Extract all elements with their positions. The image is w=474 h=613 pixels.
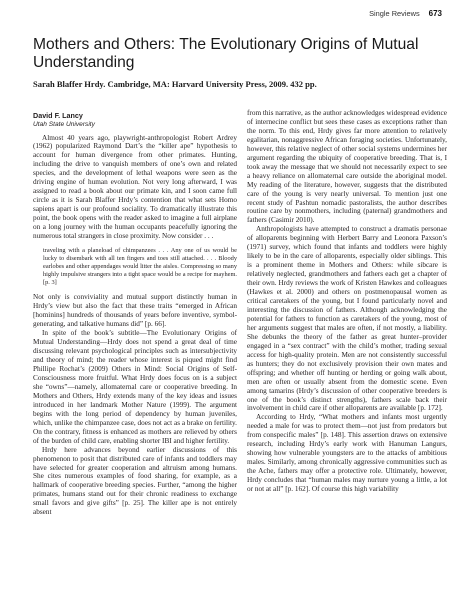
running-header [369,9,442,18]
paragraph: In spite of the book’s subtitle—The Evolutionary Origins of Mutual Understanding—Hrdy does not spend a great deal of time discussing relevant psychological principles such as intersubjectivity and theory of mind; the reader whose interest is piqued might find Phillipe Rochat’s (2009) Others in Mind: Social Origins of Self-Consciousness more fruitful. What Hrdy does focus on is a subject she “owns”—namely, allomaternal care or cooperative breeding. In Mothers and Others, Hrdy extends many of the key ideas and issues introduced in her landmark Mother Nature (1999). The argument begins with the long period of dependency by human juveniles, which, unlike the chimpanzee case, does not act as a brake on fertility. On the contrary, fitness is enhanced as mothers are relieved by others of the burden of child care, enabling shorter IBI and higher fertility. [33,329,237,445]
paragraph: Hrdy here advances beyond earlier discussions of this phenomenon to posit that distributed care of infants and toddlers may have selected for greater cooperation and altruism among humans. She cites numerous examples of food sharing, for example, as a hallmark of cooperative breeding species. Further, “among the higher primates, humans stand out for their chronic readiness to exchange small favors and give gifts” [p. 25]. The killer ape is not entirely absent [33,445,237,517]
reviewer-name: David F. Lancy [33,111,83,120]
block-quote: traveling with a planeload of chimpanzees . . . Any one of us would be lucky to disembark with all ten fingers and toes still attached. . . . Bloody earlobes and other appendages would litter the aisles. Compressing so many highly impulsive strangers into a tight space would be a recipe for mayhem. [p. 3] [43,246,237,287]
paragraph: Almost 40 years ago, playwright-anthropologist Robert Ardrey (1962) popularized Raymond Dart’s the “killer ape” hypothesis to account for human divergence from other primates. Hunting, including the drive to vanquish members of one’s own and related species, and the development of lethal weapons were seen as the driving engine of human evolution. Not very long afterward, I was assigned to read a book about our primate kin, and I soon came full circle as it is Sarah Blaffer Hrdy’s contention that what sets Homo sapiens apart is our profound sociality. To dramatically illustrate this point, the book opens with the reader asked to imagine a full airplane on a long journey with the human occupants peacefully ignoring the numerous total strangers in close proximity. Now consider . . . [33,133,237,240]
book-title: Mothers and Others: The Evolutionary Origins of Mutual Understanding [33,36,419,71]
page-number: 673 [428,9,442,18]
reviewer-affiliation: Utah State University [33,120,95,128]
paragraph: Not only is conviviality and mutual support distinctly human in Hrdy’s view but also the fact that these traits “emerged in African [hominins] hundreds of thousands of years before inventive, symbol-generating, and talkative humans did” [p. 66]. [33,293,237,329]
section-label: Single Reviews [369,9,420,18]
paragraph: Anthropologists have attempted to construct a dramatis personae of alloparents beginning with Herbert Barry and Leonora Paxson’s (1971) survey, which found that infants and toddlers were highly likely to be in the care of alloparents, especially older siblings. This is a prominent theme in Mothers and Others: while sibcare is relatively neglected, grandmothers and fathers each get a chapter of their own. Hrdy reviews the work of Kristen Hawkes and colleagues (Hawkes et al. 2000) and others on postmenopausal women as critical caretakers of the young, but I found particularly novel and interesting the discussion of fathers. Although acknowledging the potential for fathers to function as caretakers of the young, most of her arguments suggest that males are often, if not mostly, a liability. She debunks the theory of the father as great hunter–provider engaged in a “sex contract” with the child’s mother, trading sexual access for high-quality protein. Men are not consistently successful as hunters; they do not exclusively provision their own mates and offspring; and whether off hunting or herding or going walk about, men are often or usually absent from the domestic scene. Even among tamarins (Hrdy’s discussion of other cooperative breeders is one of the book’s distinct strengths), fathers scale back their involvement in child care if other alloparents are available [p. 172]. [247,225,447,413]
paragraph: from this narrative, as the author acknowledges widespread evidence of internecine conflict but sees these cases as exceptions rather than the norm. To this end, Hrdy gives far more attention to relatively egalitarian, nonaggressive African foraging societies. Unfortunately, however, this relative neglect of other social systems undermines her argument regarding the ubiquity of cooperative breeding. That is, I took away the message that we should not necessarily expect to see a heavy reliance on allomaternal care outside the aboriginal model. My reading of the literature, however, suggests that the distributed care of the young is very nearly universal. To mention just one recent study of Pashtun nomadic pastoralists, the author describes routine care by nonmothers, including (paternal) grandmothers and fathers (Casimir 2010). [247,109,447,225]
book-citation: Sarah Blaffer Hrdy. Cambridge, MA: Harvard University Press, 2009. 432 pp. [33,79,317,89]
left-column [33,112,237,517]
right-column [247,109,447,494]
paragraph: According to Hrdy, “What mothers and infants most urgently needed a male for was to protect them—not just from predators but from conspecific males” [p. 148]. This assertion draws on extensive research, including Hrdy’s early work with Hanuman Langurs, showing how vulnerable youngsters are to the attacks of ambitious males. Similarly, among chronically aggressive communities such as the Ache, fathers may offer a protective role. Ultimately, however, Hrdy concludes that “human males may nurture young a little, a lot or not at all” [p. 162]. Of course this high variability [247,413,447,494]
